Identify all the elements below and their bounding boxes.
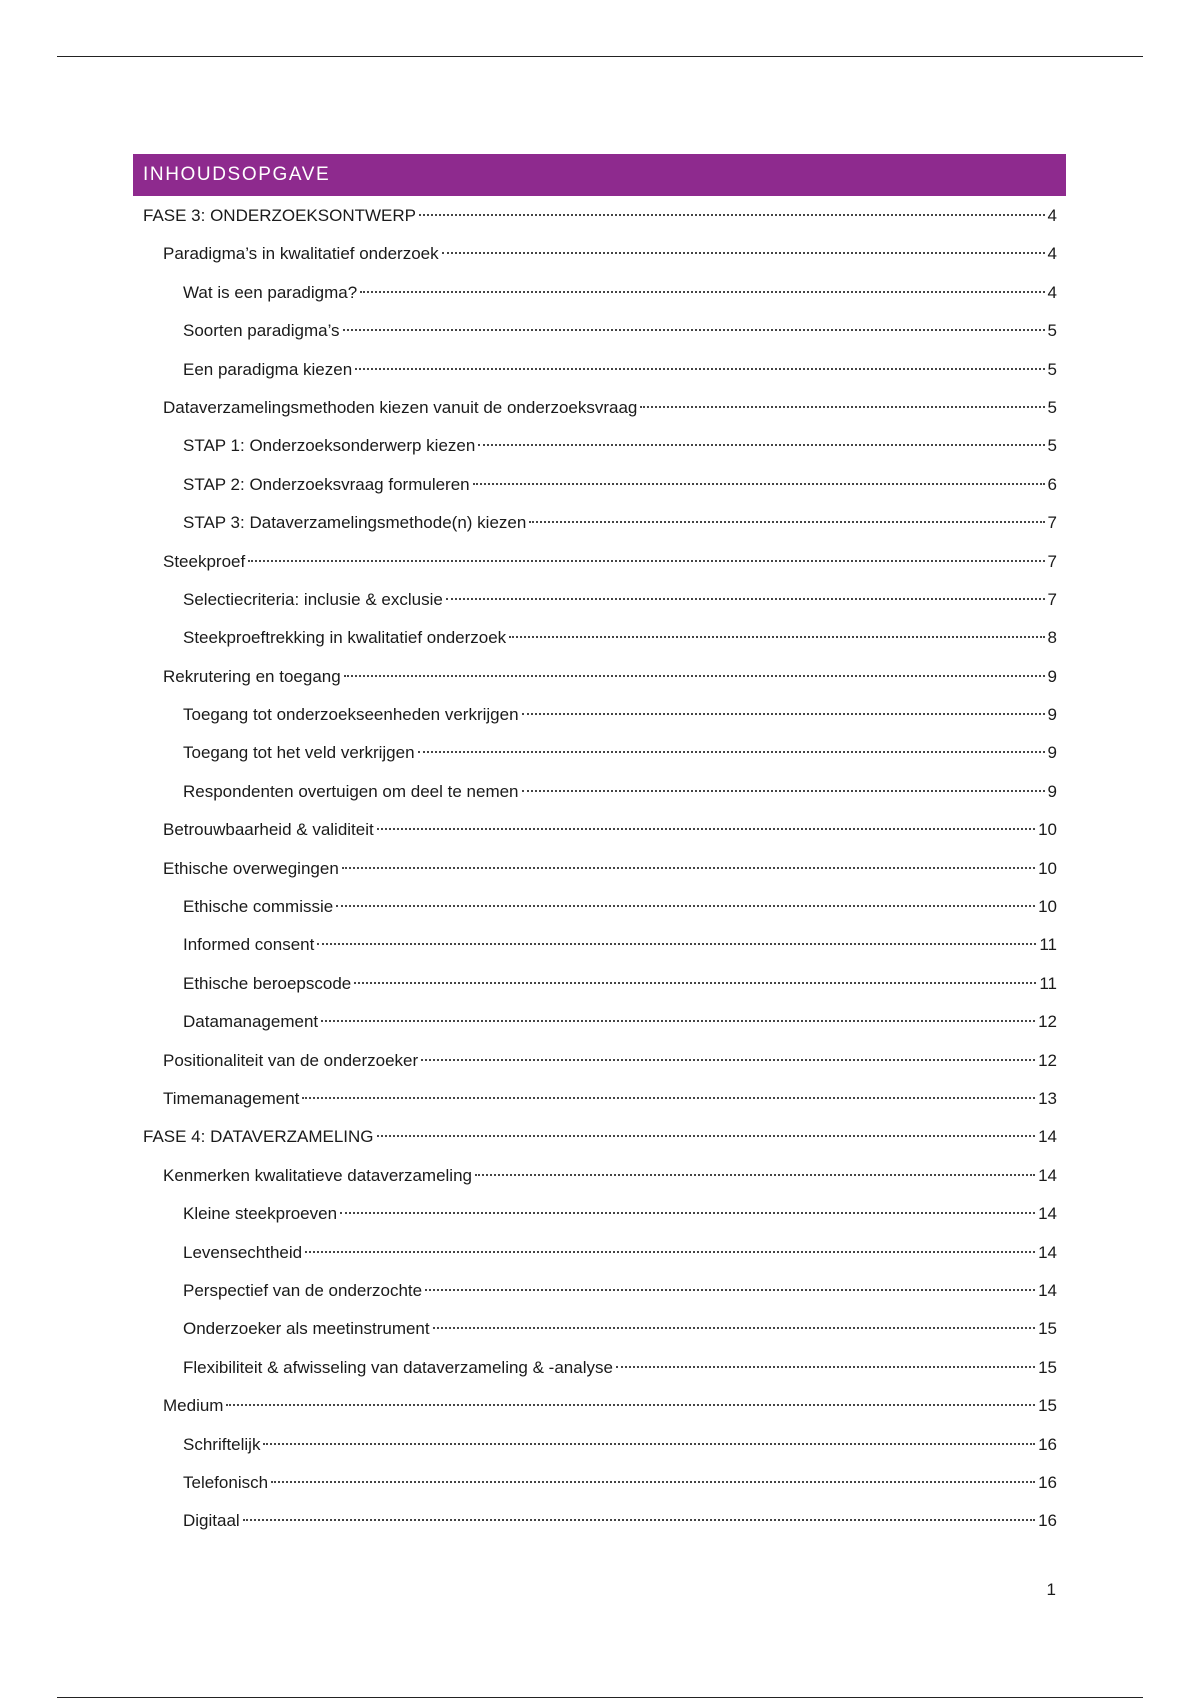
- toc-dot-leader: [478, 444, 1044, 446]
- toc-entry-page: 11: [1039, 973, 1057, 993]
- toc-entry-page: 5: [1047, 397, 1057, 417]
- toc-entry-page: 4: [1047, 206, 1057, 225]
- toc-entry[interactable]: [133, 581, 1066, 619]
- toc-dot-leader: [271, 1481, 1035, 1483]
- toc-entry[interactable]: [133, 1272, 1066, 1310]
- toc-entry[interactable]: [133, 1310, 1066, 1348]
- toc-entry-title: Flexibiliteit & afwisseling van dataverzameling & -analyse: [183, 1357, 613, 1377]
- toc-entry-page: 13: [1038, 1088, 1057, 1108]
- toc-entry-title: Positionaliteit van de onderzoeker: [163, 1050, 419, 1070]
- toc-dot-leader: [344, 675, 1045, 677]
- toc-entry-page: 16: [1038, 1434, 1057, 1454]
- toc-entry-page: 7: [1047, 551, 1057, 571]
- toc-entry-title: Ethische beroepscode: [183, 973, 352, 993]
- toc-entry-title: Schriftelijk: [183, 1434, 261, 1454]
- toc-entry-title: Toegang tot het veld verkrijgen: [183, 743, 415, 763]
- toc-entry[interactable]: [133, 1157, 1066, 1195]
- toc-entry-title: Datamanagement: [183, 1012, 319, 1032]
- toc-entry-title: Ethische commissie: [183, 897, 334, 917]
- toc-entry-page: 9: [1047, 705, 1057, 725]
- toc-entry-page: 16: [1038, 1472, 1057, 1492]
- toc-entry-title: Kleine steekproeven: [183, 1204, 338, 1224]
- toc-entry-title: Telefonisch: [183, 1472, 269, 1492]
- toc-dot-leader: [442, 252, 1045, 254]
- toc-entry-page: 12: [1038, 1012, 1057, 1032]
- toc-entry-page: 5: [1047, 359, 1057, 379]
- toc-entry-page: 5: [1047, 436, 1057, 456]
- toc-entry-title: Steekproeftrekking in kwalitatief onderzoek: [183, 628, 507, 648]
- toc-entry[interactable]: [133, 1426, 1066, 1464]
- toc-entry[interactable]: [133, 658, 1066, 696]
- toc-entry[interactable]: [133, 734, 1066, 772]
- toc-entry[interactable]: [133, 1080, 1066, 1118]
- toc-entry-title: Steekproef: [163, 551, 246, 571]
- toc-dot-leader: [354, 982, 1036, 984]
- toc-dot-leader: [425, 1289, 1035, 1291]
- toc-entry[interactable]: [133, 888, 1066, 926]
- toc-entry[interactable]: [133, 427, 1066, 465]
- toc-entry-page: 11: [1039, 935, 1057, 955]
- toc-entry-page: 14: [1038, 1127, 1057, 1147]
- toc-entry[interactable]: [133, 1387, 1066, 1425]
- toc-entry[interactable]: [133, 312, 1066, 350]
- toc-entry[interactable]: [133, 1502, 1066, 1540]
- toc-entry-page: 10: [1038, 897, 1057, 917]
- toc-entry[interactable]: [133, 274, 1066, 312]
- toc-heading: INHOUDSOPGAVE: [133, 154, 1066, 196]
- toc-entry[interactable]: [133, 466, 1066, 504]
- toc-entry[interactable]: [133, 619, 1066, 657]
- toc-entry[interactable]: [133, 1195, 1066, 1233]
- toc-entry-page: 14: [1038, 1165, 1057, 1185]
- toc-entry-title: Een paradigma kiezen: [183, 359, 353, 379]
- toc-entry-page: 14: [1038, 1242, 1057, 1262]
- toc-dot-leader: [616, 1366, 1035, 1368]
- toc-dot-leader: [419, 214, 1045, 216]
- toc-dot-leader: [446, 598, 1045, 600]
- toc-entry[interactable]: [133, 1349, 1066, 1387]
- toc-dot-leader: [355, 368, 1044, 370]
- toc-entry[interactable]: [133, 926, 1066, 964]
- toc-entry[interactable]: [133, 1003, 1066, 1041]
- toc-entry[interactable]: [133, 1042, 1066, 1080]
- toc-dot-leader: [522, 713, 1045, 715]
- toc-entry-page: 9: [1047, 666, 1057, 686]
- toc-dot-leader: [263, 1443, 1035, 1445]
- toc-entry-title: Medium: [163, 1396, 224, 1416]
- toc-dot-leader: [421, 1059, 1035, 1061]
- footer-rule: [57, 1697, 1143, 1698]
- toc-entry-title: Paradigma’s in kwalitatief onderzoek: [163, 244, 439, 264]
- toc-entry-page: 15: [1038, 1357, 1057, 1377]
- toc-entry-title: Dataverzamelingsmethoden kiezen vanuit de onderzoeksvraag: [163, 397, 638, 417]
- toc-entry[interactable]: [133, 389, 1066, 427]
- toc-entry-title: FASE 4: DATAVERZAMELING: [143, 1127, 374, 1147]
- toc-dot-leader: [433, 1327, 1035, 1329]
- toc-entry[interactable]: [133, 1118, 1066, 1156]
- toc-dot-leader: [305, 1251, 1035, 1253]
- toc-entry-page: 7: [1047, 513, 1057, 533]
- toc-entry-page: 5: [1047, 321, 1057, 341]
- toc-dot-leader: [529, 521, 1044, 523]
- toc-entry-title: Ethische overwegingen: [163, 858, 339, 878]
- toc-dot-leader: [360, 291, 1044, 293]
- toc-entry-title: Wat is een paradigma?: [183, 282, 358, 302]
- toc-entry[interactable]: [133, 504, 1066, 542]
- toc-entry-title: Toegang tot onderzoekseenheden verkrijgen: [183, 705, 519, 725]
- toc-dot-leader: [342, 867, 1035, 869]
- toc-entry-page: 9: [1047, 743, 1057, 763]
- toc-entry[interactable]: [133, 965, 1066, 1003]
- toc-entry-page: 15: [1038, 1319, 1057, 1339]
- toc-dot-leader: [475, 1174, 1035, 1176]
- toc-entry-title: STAP 2: Onderzoeksvraag formuleren: [183, 474, 470, 494]
- toc-dot-leader: [473, 483, 1045, 485]
- toc-entry-title: STAP 3: Dataverzamelingsmethode(n) kiezen: [183, 513, 527, 533]
- toc-entry[interactable]: [133, 543, 1066, 581]
- toc-entry-page: 10: [1038, 858, 1057, 878]
- toc-dot-leader: [243, 1519, 1035, 1521]
- toc-entry-page: 12: [1038, 1050, 1057, 1070]
- toc-entry-title: STAP 1: Onderzoeksonderwerp kiezen: [183, 436, 476, 456]
- toc-entry-page: 10: [1038, 820, 1057, 840]
- toc-dot-leader: [522, 790, 1045, 792]
- toc-entry-title: FASE 3: ONDERZOEKSONTWERP: [143, 206, 416, 225]
- toc-dot-leader: [509, 636, 1044, 638]
- toc-entry[interactable]: [133, 351, 1066, 389]
- toc-entry-title: Rekrutering en toegang: [163, 666, 341, 686]
- toc-entry[interactable]: [133, 773, 1066, 811]
- header-rule: [57, 56, 1143, 57]
- toc-entry-title: Informed consent: [183, 935, 315, 955]
- toc-entry-title: Levensechtheid: [183, 1242, 303, 1262]
- toc-entry[interactable]: [133, 811, 1066, 849]
- toc-list: [133, 197, 1066, 1541]
- toc-dot-leader: [317, 943, 1036, 945]
- toc-entry-page: 9: [1047, 781, 1057, 801]
- table-of-contents: [133, 154, 1066, 1541]
- toc-entry-title: Kenmerken kwalitatieve dataverzameling: [163, 1165, 472, 1185]
- toc-entry-page: 4: [1047, 282, 1057, 302]
- toc-entry-page: 14: [1038, 1280, 1057, 1300]
- toc-entry-page: 8: [1047, 628, 1057, 648]
- toc-dot-leader: [248, 560, 1044, 562]
- toc-entry-page: 7: [1047, 589, 1057, 609]
- toc-entry[interactable]: [133, 235, 1066, 273]
- toc-entry[interactable]: [133, 1234, 1066, 1272]
- toc-dot-leader: [340, 1212, 1035, 1214]
- toc-entry-page: 16: [1038, 1511, 1057, 1531]
- toc-entry-title: Timemanagement: [163, 1088, 300, 1108]
- toc-entry[interactable]: [133, 850, 1066, 888]
- toc-entry-title: Perspectief van de onderzochte: [183, 1280, 423, 1300]
- toc-dot-leader: [343, 329, 1045, 331]
- toc-entry-title: Betrouwbaarheid & validiteit: [163, 820, 374, 840]
- toc-entry-page: 6: [1047, 474, 1057, 494]
- toc-dot-leader: [302, 1097, 1035, 1099]
- toc-entry-title: Digitaal: [183, 1511, 240, 1531]
- toc-entry-title: Selectiecriteria: inclusie & exclusie: [183, 589, 443, 609]
- toc-entry-page: 14: [1038, 1204, 1057, 1224]
- toc-dot-leader: [226, 1404, 1035, 1406]
- toc-entry-title: Respondenten overtuigen om deel te nemen: [183, 781, 519, 801]
- toc-dot-leader: [418, 751, 1045, 753]
- toc-entry-page: 15: [1038, 1396, 1057, 1416]
- toc-dot-leader: [377, 828, 1035, 830]
- toc-entry[interactable]: [133, 696, 1066, 734]
- toc-entry-page: 4: [1047, 244, 1057, 264]
- toc-entry[interactable]: [133, 197, 1066, 235]
- toc-dot-leader: [336, 905, 1035, 907]
- page-number: 1: [1046, 1580, 1056, 1599]
- toc-entry-title: Soorten paradigma’s: [183, 321, 340, 341]
- toc-dot-leader: [321, 1020, 1035, 1022]
- toc-entry-title: Onderzoeker als meetinstrument: [183, 1319, 430, 1339]
- toc-dot-leader: [640, 406, 1044, 408]
- toc-dot-leader: [377, 1135, 1036, 1137]
- toc-entry[interactable]: [133, 1464, 1066, 1502]
